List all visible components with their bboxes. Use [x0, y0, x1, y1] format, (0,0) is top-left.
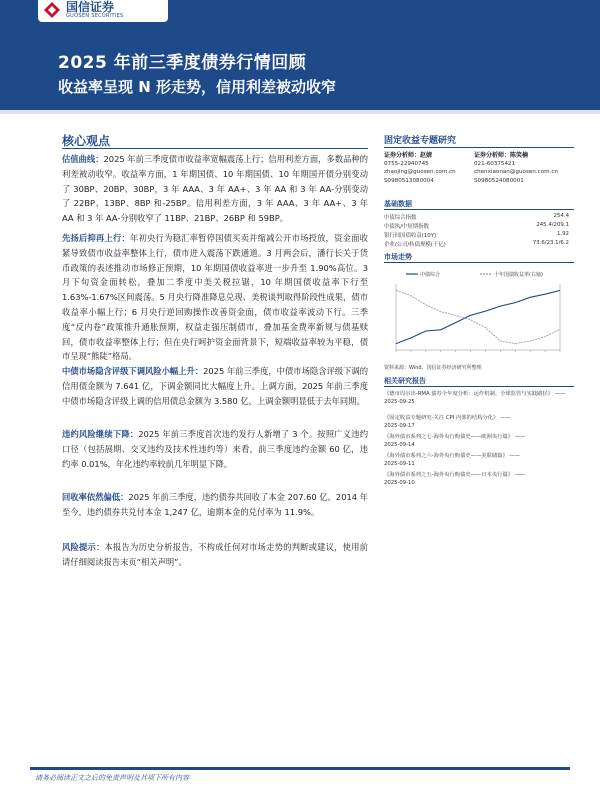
para-valuation — [62, 152, 368, 226]
analyst-license: S0980513080004 — [384, 177, 434, 184]
brand-logo — [38, 0, 168, 22]
analyst-email[interactable]: chenxiaonan@guosen.com.cn — [474, 169, 558, 176]
related-report-title[interactable]: 《海外债市系列之六-海外央行购债史——美联储篇》 — [384, 453, 508, 459]
para-label: 中债市场隐含评级下调风险小幅上升： — [62, 366, 204, 376]
para-text: 2025 年前三季度首次违约发行人新增了 3 个。按照广义违约口径（包括展期、交叉违约及技术性违约等）来看，前三季度违约金额 60 亿，违约率 0.01%，年化违约率较前几年明显下降。 — [62, 429, 368, 469]
basic-data-value: 1.92 — [556, 231, 569, 237]
footer-disclaimer: 请务必阅读正文之后的免责声明及其项下所有内容 — [35, 774, 189, 782]
para-rating — [62, 364, 368, 408]
analyst-name: 证券分析师：陈笑楠 — [474, 152, 529, 159]
series-line-index — [396, 290, 560, 343]
basic-data-label: 银行间国债收益(10Y) — [384, 233, 437, 239]
basic-data-label: 中债综合指数 — [384, 215, 417, 221]
related-reports-title: 相关研究报告 — [384, 377, 426, 385]
report-header — [0, 0, 600, 110]
para-trend — [62, 231, 368, 364]
related-report-link[interactable]: 《海外债市系列之五-海外央行购债史——日本央行篇》 —— — [384, 472, 526, 478]
report-type: 固定收益专题研究 — [384, 136, 457, 146]
brand-name-en: GUOSEN SECURITIES — [66, 13, 124, 19]
market-trend-title: 市场走势 — [384, 253, 412, 261]
para-text: 2025 年前三季度，中债市场隐含评级下调的信用债金额为 7.641 亿，下调金额同比大幅度上升。上调方面，2025 年前三季度中债市场隐含评级上调的信用债总金额为 3.580 亿，上调金额明显低于去年同期。 — [62, 366, 368, 406]
related-report-date: 2025-09-17 — [384, 423, 415, 429]
para-text: 本报告为历史分析报告，不构成任何对市场走势的判断或建议，使用前请仔细阅读报告末页“相关声明”。 — [62, 542, 368, 567]
related-report-title[interactable]: 《海外债市系列之五-海外央行购债史——日本央行篇》 — [384, 472, 514, 478]
analyst-name: 证券分析师：赵婧 — [384, 152, 433, 159]
related-report-date: 2025-09-10 — [384, 480, 415, 486]
market-trend-divider — [384, 262, 574, 263]
chart-source-note: 资料来源：Wind、国信证券经济研究所整理 — [384, 365, 482, 371]
chart-series — [396, 290, 560, 343]
related-report-title[interactable]: 《海外债市系列之七-海外央行购债史——欧洲央行篇》 — [384, 434, 514, 440]
analyst-card — [474, 152, 558, 185]
report-title: 2025 年前三季度债券行情回顾 — [58, 53, 307, 73]
analyst-card — [384, 152, 456, 185]
chart-axes — [396, 284, 560, 352]
basic-data-value: 245.4/209.1 — [536, 222, 569, 228]
basic-data-value: 254.4 — [553, 213, 569, 219]
core-views-title: 核心观点 — [62, 134, 111, 148]
report-type-divider — [384, 147, 574, 148]
analyst-phone: 021-60375421 — [474, 161, 516, 168]
para-label: 回收率依然偏低： — [62, 492, 129, 502]
related-report-date: 2025-09-11 — [384, 461, 415, 467]
para-text: 2025 年前三季度债市收益率宽幅震荡上行；信用利差方面，多数品种的利差被动收窄。收益率方面，1 年期国债、10 年期国债、10 年期国开债分别变动了 30BP、20BP、30BP，3 年 AAA、3 年 AA+、3 年 AA 和 3 年 AA-分别变动了 22BP、13BP、8BP 和-25BP。信用利差方面，3 年 AAA、3 年 AA+、3 年 AA 和 3 年 AA-分别收窄了 11BP、21BP、26BP 和 59BP。 — [62, 154, 368, 224]
series-line-yield — [396, 290, 560, 343]
para-label: 估值曲线： — [62, 154, 104, 164]
para-label: 风险提示： — [62, 542, 105, 552]
related-report-link[interactable]: 《德市周尔出-RMA 债券全年度分析：运作机制、全球监管与实践路径》 ——2025-09-25 — [384, 391, 566, 405]
core-views-divider — [62, 148, 368, 149]
para-default — [62, 427, 368, 471]
related-report-link[interactable]: 《海外债市系列之七-海外央行购债史——欧洲央行篇》 —— — [384, 434, 526, 440]
legend-label: 中债综合 — [420, 272, 441, 278]
para-text: 2025 年前三季度，违约债券共回收了本金 207.60 亿。2014 年至今，违约债券共兑付本金 1,247 亿，逾期本金的兑付率为 11.9%。 — [62, 492, 368, 517]
related-report-link[interactable]: 《固定收益专题研究-关注 CPI 内部的结构分化》 —— — [384, 415, 511, 421]
analyst-email[interactable]: zhaojing@guosen.com.cn — [384, 169, 456, 176]
related-report-title[interactable]: 《固定收益专题研究-关注 CPI 内部的结构分化》 — [384, 415, 499, 421]
related-reports-divider — [384, 386, 574, 387]
chart-legend — [406, 271, 543, 278]
para-risk — [62, 540, 368, 570]
basic-data-label: 中债执/中短期指数 — [384, 224, 429, 230]
related-report-date: 2025-09-14 — [384, 442, 415, 448]
footer-divider — [30, 767, 570, 770]
legend-label: 十年国债收益率(右轴) — [494, 272, 543, 278]
basic-data-row — [384, 231, 569, 239]
basic-data-title: 基础数据 — [384, 200, 412, 208]
para-recovery — [62, 490, 368, 520]
para-label: 先扬后抑再上行： — [62, 233, 131, 243]
analyst-license: S0980524080001 — [474, 177, 524, 184]
market-trend-chart — [384, 266, 574, 362]
related-report-date: 2025-09-25 — [384, 399, 415, 405]
related-report-link[interactable]: 《海外债市系列之六-海外央行购债史——美联储篇》 —— — [384, 453, 521, 459]
logo-icon — [44, 2, 60, 18]
basic-data-divider — [384, 209, 574, 210]
header-divider — [0, 110, 600, 114]
basic-data-label: 企业/公司/转债规模(千亿) — [384, 242, 446, 248]
basic-data-row — [384, 213, 569, 221]
basic-data-row — [384, 222, 569, 230]
para-label: 违约风险继续下降： — [62, 429, 139, 439]
related-report-title[interactable]: 《德市周尔出-RMA 债券全年度分析：运作机制、全球监管与实践路径》 — [384, 391, 554, 397]
para-text: 年初央行为稳汇率暂停国债买卖并缩减公开市场投放，资金面收紧导致债市收益率整体上行，债市进入震荡下跌通道。3 月两会后，潘行长关于货币政策的表述推动市场修正预期，10 年期国债收益率进一步升至 1.90%高位。3 月下旬资金面转松，叠加二季度中美关税拉锯，10 年期国债收益率下行至 1.63%-1.67%区间震荡。5 月央行降准降息兑现、美税谈判取得阶段性成果，债市收益率小幅上行；6 月央行逆回购操作改善资金面，债市收益率波动下行。三季度“反内卷”政策推升通胀预期，权益走强压制债市，叠加基金费率新规与债基赎回，债市收益率整体上行；但在央行呵护资金面背景下，短端收益率较为平稳，债市呈现“熊陡”格局。 — [62, 233, 368, 362]
brand-name: 国信证券 — [66, 0, 115, 14]
report-subtitle: 收益率呈现 N 形走势，信用利差被动收窄 — [58, 78, 336, 96]
basic-data-value: 73.6/23.1/6.2 — [532, 240, 569, 246]
analyst-phone: 0755-22940745 — [384, 161, 429, 168]
basic-data-row — [384, 240, 569, 248]
